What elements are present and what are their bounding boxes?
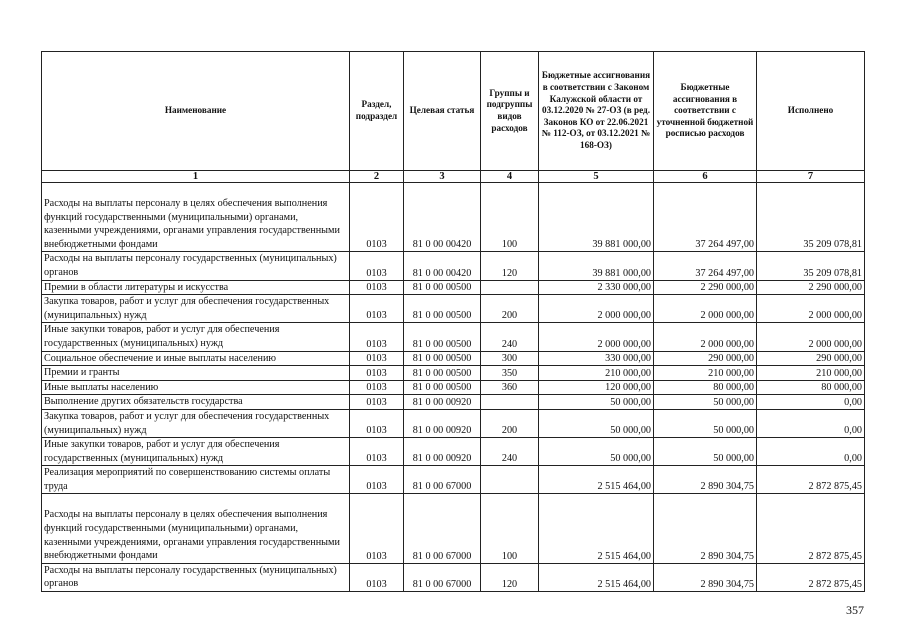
- row-refined-amount: 2 290 000,00: [654, 280, 757, 295]
- header-refined: Бюджетные ассигнования в соответствии с уточненной бюджетной росписью расходов: [654, 52, 757, 171]
- row-group: 240: [481, 323, 539, 351]
- row-name: Расходы на выплаты персоналу в целях обеспечения выполнения функций государственными (муниципальными) органами, казенными учреждениями, органами управления государственными внебюджетными фондами: [42, 494, 350, 563]
- table-row: [42, 280, 865, 295]
- table-row: [42, 183, 865, 252]
- column-number: 2: [350, 171, 404, 183]
- column-number-row: [42, 171, 865, 183]
- row-law-amount: 2 515 464,00: [539, 494, 654, 563]
- row-law-amount: 2 000 000,00: [539, 295, 654, 323]
- table-row: [42, 351, 865, 366]
- row-executed-amount: 2 872 875,45: [757, 466, 865, 494]
- row-name: Премии в области литературы и искусства: [42, 280, 350, 295]
- row-section: 0103: [350, 183, 404, 252]
- row-section: 0103: [350, 323, 404, 351]
- table-row: [42, 323, 865, 351]
- row-target: 81 0 00 00500: [404, 351, 481, 366]
- row-refined-amount: 2 890 304,75: [654, 563, 757, 591]
- row-section: 0103: [350, 252, 404, 280]
- row-target: 81 0 00 67000: [404, 494, 481, 563]
- row-refined-amount: 2 890 304,75: [654, 466, 757, 494]
- column-number: 1: [42, 171, 350, 183]
- row-law-amount: 120 000,00: [539, 380, 654, 395]
- row-refined-amount: 210 000,00: [654, 366, 757, 381]
- row-law-amount: 50 000,00: [539, 395, 654, 410]
- row-target: 81 0 00 67000: [404, 466, 481, 494]
- row-group: 120: [481, 563, 539, 591]
- row-executed-amount: 0,00: [757, 395, 865, 410]
- row-section: 0103: [350, 438, 404, 466]
- row-law-amount: 2 000 000,00: [539, 323, 654, 351]
- column-number: 4: [481, 171, 539, 183]
- row-law-amount: 330 000,00: [539, 351, 654, 366]
- row-section: 0103: [350, 351, 404, 366]
- row-group: [481, 466, 539, 494]
- row-executed-amount: 35 209 078,81: [757, 252, 865, 280]
- row-refined-amount: 2 890 304,75: [654, 494, 757, 563]
- column-number: 3: [404, 171, 481, 183]
- header-name: Наименование: [42, 52, 350, 171]
- column-number: 6: [654, 171, 757, 183]
- row-group: 360: [481, 380, 539, 395]
- row-executed-amount: 2 290 000,00: [757, 280, 865, 295]
- row-target: 81 0 00 00920: [404, 409, 481, 437]
- row-target: 81 0 00 00500: [404, 380, 481, 395]
- row-executed-amount: 290 000,00: [757, 351, 865, 366]
- row-refined-amount: 50 000,00: [654, 395, 757, 410]
- row-executed-amount: 35 209 078,81: [757, 183, 865, 252]
- table-row: [42, 252, 865, 280]
- row-name: Закупка товаров, работ и услуг для обеспечения государственных (муниципальных) нужд: [42, 409, 350, 437]
- row-section: 0103: [350, 366, 404, 381]
- row-section: 0103: [350, 380, 404, 395]
- table-row: [42, 366, 865, 381]
- row-law-amount: 210 000,00: [539, 366, 654, 381]
- row-law-amount: 50 000,00: [539, 409, 654, 437]
- row-target: 81 0 00 00420: [404, 252, 481, 280]
- row-section: 0103: [350, 563, 404, 591]
- row-name: Реализация мероприятий по совершенствованию системы оплаты труда: [42, 466, 350, 494]
- table-row: [42, 295, 865, 323]
- row-target: 81 0 00 00920: [404, 438, 481, 466]
- row-name: Закупка товаров, работ и услуг для обеспечения государственных (муниципальных) нужд: [42, 295, 350, 323]
- row-group: 200: [481, 409, 539, 437]
- row-executed-amount: 0,00: [757, 409, 865, 437]
- row-group: 300: [481, 351, 539, 366]
- row-group: 100: [481, 183, 539, 252]
- row-executed-amount: 2 000 000,00: [757, 323, 865, 351]
- row-refined-amount: 50 000,00: [654, 409, 757, 437]
- header-executed: Исполнено: [757, 52, 865, 171]
- page-number: 357: [846, 603, 864, 617]
- row-law-amount: 2 515 464,00: [539, 466, 654, 494]
- table-row: [42, 563, 865, 591]
- table-row: [42, 494, 865, 563]
- row-name: Расходы на выплаты персоналу государственных (муниципальных) органов: [42, 252, 350, 280]
- row-section: 0103: [350, 280, 404, 295]
- row-law-amount: 39 881 000,00: [539, 252, 654, 280]
- row-refined-amount: 80 000,00: [654, 380, 757, 395]
- row-executed-amount: 2 872 875,45: [757, 563, 865, 591]
- column-number: 7: [757, 171, 865, 183]
- row-target: 81 0 00 00500: [404, 295, 481, 323]
- row-name: Иные закупки товаров, работ и услуг для обеспечения государственных (муниципальных) нужд: [42, 323, 350, 351]
- row-target: 81 0 00 00500: [404, 323, 481, 351]
- row-group: [481, 280, 539, 295]
- row-name: Иные закупки товаров, работ и услуг для обеспечения государственных (муниципальных) нужд: [42, 438, 350, 466]
- row-executed-amount: 2 000 000,00: [757, 295, 865, 323]
- row-target: 81 0 00 00920: [404, 395, 481, 410]
- row-name: Расходы на выплаты персоналу государственных (муниципальных) органов: [42, 563, 350, 591]
- row-group: 100: [481, 494, 539, 563]
- row-law-amount: 50 000,00: [539, 438, 654, 466]
- row-section: 0103: [350, 466, 404, 494]
- row-target: 81 0 00 00500: [404, 280, 481, 295]
- row-name: Выполнение других обязательств государства: [42, 395, 350, 410]
- row-section: 0103: [350, 409, 404, 437]
- row-group: 120: [481, 252, 539, 280]
- row-name: Премии и гранты: [42, 366, 350, 381]
- row-refined-amount: 2 000 000,00: [654, 323, 757, 351]
- row-name: Иные выплаты населению: [42, 380, 350, 395]
- row-law-amount: 2 515 464,00: [539, 563, 654, 591]
- table-row: [42, 380, 865, 395]
- table-row: [42, 395, 865, 410]
- row-target: 81 0 00 00420: [404, 183, 481, 252]
- header-law: Бюджетные ассигнования в соответствии с Законом Калужской области от 03.12.2020 № 27-ОЗ (в ред. Законов КО от 22.06.2021 № 112-ОЗ, от 03.12.2021 № 168-ОЗ): [539, 52, 654, 171]
- row-section: 0103: [350, 395, 404, 410]
- table-row: [42, 466, 865, 494]
- row-refined-amount: 290 000,00: [654, 351, 757, 366]
- row-refined-amount: 37 264 497,00: [654, 252, 757, 280]
- row-law-amount: 2 330 000,00: [539, 280, 654, 295]
- header-row: [42, 52, 865, 171]
- row-group: 350: [481, 366, 539, 381]
- row-executed-amount: 210 000,00: [757, 366, 865, 381]
- row-group: 240: [481, 438, 539, 466]
- row-target: 81 0 00 00500: [404, 366, 481, 381]
- row-name: Социальное обеспечение и иные выплаты населению: [42, 351, 350, 366]
- row-refined-amount: 37 264 497,00: [654, 183, 757, 252]
- header-target: Целевая статья: [404, 52, 481, 171]
- row-target: 81 0 00 67000: [404, 563, 481, 591]
- row-executed-amount: 2 872 875,45: [757, 494, 865, 563]
- row-group: 200: [481, 295, 539, 323]
- column-number: 5: [539, 171, 654, 183]
- header-section: Раздел, подраздел: [350, 52, 404, 171]
- row-group: [481, 395, 539, 410]
- row-law-amount: 39 881 000,00: [539, 183, 654, 252]
- row-executed-amount: 0,00: [757, 438, 865, 466]
- header-groups: Группы и подгруппы видов расходов: [481, 52, 539, 171]
- row-section: 0103: [350, 494, 404, 563]
- row-refined-amount: 2 000 000,00: [654, 295, 757, 323]
- row-executed-amount: 80 000,00: [757, 380, 865, 395]
- row-section: 0103: [350, 295, 404, 323]
- table-row: [42, 438, 865, 466]
- row-refined-amount: 50 000,00: [654, 438, 757, 466]
- budget-table: [41, 51, 865, 592]
- row-name: Расходы на выплаты персоналу в целях обеспечения выполнения функций государственными (муниципальными) органами, казенными учреждениями, органами управления государственными внебюджетными фондами: [42, 183, 350, 252]
- table-row: [42, 409, 865, 437]
